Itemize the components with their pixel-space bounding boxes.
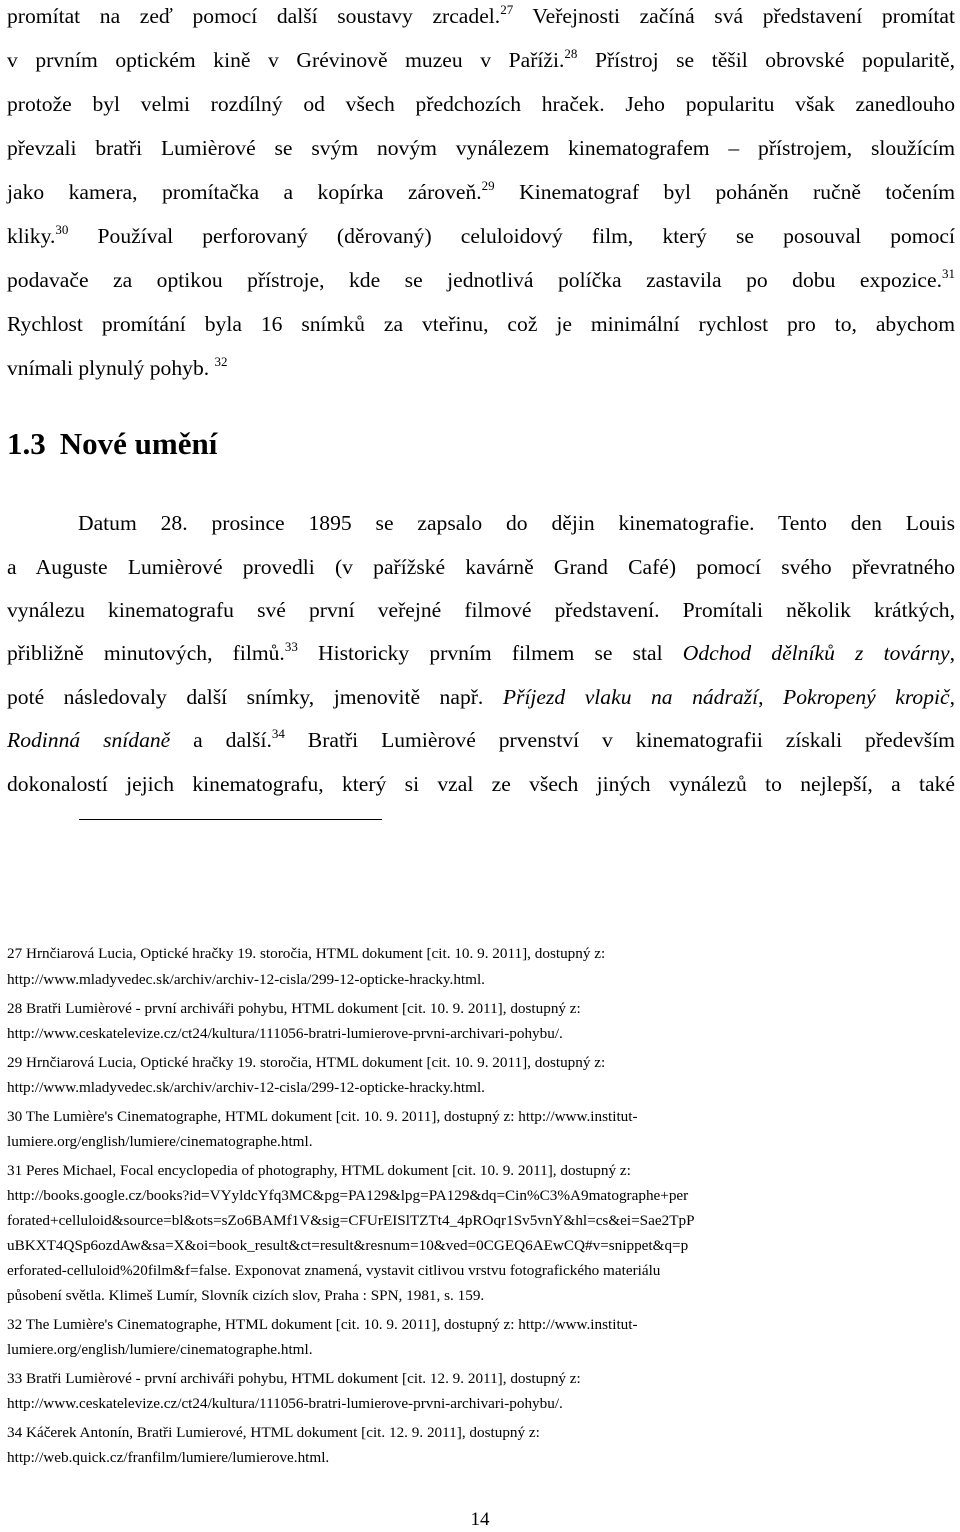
footnote-31-url[interactable]: uBKXT4QSp6ozdAw&sa=X&oi=book_result&ct=result&resnum=10&ved=0CGEQ6AEwCQ#v=snippet&q=p [7,1237,689,1254]
footnote-ref-34[interactable]: 34 [271,726,285,741]
paragraph-line: vynálezu kinematografu své první veřejné filmové představení. Promítali několik krátkých, [7,598,955,622]
footnote-ref-27[interactable]: 27 [500,2,514,17]
footnote-34-url[interactable]: http://web.quick.cz/franfilm/lumiere/lumierove.html. [7,1449,330,1466]
paragraph-line: převzali bratři Lumièrové se svým novým vynálezem kinematografem – přístrojem, sloužícím [7,136,955,160]
footnote-29-line: 29 Hrnčiarová Lucia, Optické hračky 19. storočia, HTML dokument [cit. 10. 9. 2011], dostupný z: [7,1054,606,1071]
footnote-27-line: 27 Hrnčiarová Lucia, Optické hračky 19. storočia, HTML dokument [cit. 10. 9. 2011], dostupný z: [7,945,606,962]
footnote-ref-32[interactable]: 32 [214,354,228,369]
footnote-31-line: 31 Peres Michael, Focal encyclopedia of photography, HTML dokument [cit. 10. 9. 2011], dostupný z: [7,1162,631,1179]
footnote-30-url[interactable]: lumiere.org/english/lumiere/cinematographe.html. [7,1133,313,1150]
footnote-29-url[interactable]: http://www.mladyvedec.sk/archiv/archiv-12-cisla/299-12-opticke-hracky.html. [7,1079,485,1096]
page-number: 14 [470,1509,490,1530]
footnote-31-url[interactable]: forated+celluloid&source=bl&ots=sZo6BAMf1V&sig=CFUrEISlTZTt4_4pROqr1Sv5vnY&hl=cs&ei=Sae2TpP [7,1212,695,1229]
footnote-separator [79,819,382,820]
film-title: Pokropený kropič [783,685,950,709]
footnote-33-line: 33 Bratři Lumièrové - první archiváři pohybu, HTML dokument [cit. 12. 9. 2011], dostupný z: [7,1370,581,1387]
paragraph-line: vnímali plynulý pohyb. $^{32}$ [7,354,228,380]
paragraph-line: poté následovaly další snímky, jmenovitě např. Příjezd vlaku na nádraží, Pokropený kropič, [7,685,956,709]
footnote-ref-28[interactable]: 28 [564,46,578,61]
footnote-ref-30[interactable]: 30 [55,222,69,237]
paragraph-line: dokonalostí jejich kinematografu, který si vzal ze všech jiných vynálezů to nejlepší, a také [7,772,955,796]
footnote-ref-33[interactable]: 33 [284,639,298,654]
footnote-28-url[interactable]: http://www.ceskatelevize.cz/ct24/kultura/111056-bratri-lumierove-prvni-archivari-pohybu/. [7,1025,563,1042]
paragraph-line: Datum 28. prosince 1895 se zapsalo do dějin kinematografie. Tento den Louis [78,511,955,535]
paragraph-line: podavače za optikou přístroje, kde se jednotlivá políčka zastavila po dobu expozice.$^{31}$ [7,266,955,292]
film-title: Rodinná snídaně [7,728,171,752]
paragraph-line: a Auguste Lumièrové provedli (v pařížské kavárně Grand Café) pomocí svého převratného [7,555,955,579]
footnote-31-line: erforated-celluloid%20film&f=false. Exponovat znamená, vystavit citlivou vrstvu fotografického materiálu [7,1262,661,1279]
paragraph-line: kliky.$^{30}$ Používal perforovaný (děrovaný) celuloidový film, který se posouval pomocí [7,222,955,248]
footnote-34-line: 34 Káčerek Antonín, Bratři Lumierové, HTML dokument [cit. 12. 9. 2011], dostupný z: [7,1424,540,1441]
footnote-ref-29[interactable]: 29 [481,178,495,193]
paragraph-line: v prvním optickém kině v Grévinově muzeu v Paříži.$^{28}$ Přístroj se těšil obrovské popularitě, [7,46,955,72]
footnote-33-url[interactable]: http://www.ceskatelevize.cz/ct24/kultura/111056-bratri-lumierove-prvni-archivari-pohybu/. [7,1395,563,1412]
paragraph-line: jako kamera, promítačka a kopírka zároveň.$^{29}$ Kinematograf byl poháněn ručně točením [7,178,955,204]
footnote-31-url[interactable]: http://books.google.cz/books?id=VYyldcYfq3MC&pg=PA129&lpg=PA129&dq=Cin%C3%A9matographe+per [7,1187,689,1204]
film-title: Odchod dělníků z továrny [682,641,950,665]
section-number: 1.3 [7,426,46,461]
paragraph-line: protože byl velmi rozdílný od všech předchozích hraček. Jeho popularitu však zanedlouho [7,92,955,116]
section-title: Nové umění [59,426,218,461]
footnote-32-line: 32 The Lumière's Cinematographe, HTML dokument [cit. 10. 9. 2011], dostupný z: http://www.institut- [7,1316,638,1333]
footnote-27-url[interactable]: http://www.mladyvedec.sk/archiv/archiv-12-cisla/299-12-opticke-hracky.html. [7,971,485,988]
film-title: Příjezd vlaku na nádraží [502,685,759,709]
footnote-ref-31[interactable]: 31 [942,266,955,281]
footnote-28-line: 28 Bratři Lumièrové - první archiváři pohybu, HTML dokument [cit. 10. 9. 2011], dostupný z: [7,1000,581,1017]
footnote-30-line: 30 The Lumière's Cinematographe, HTML dokument [cit. 10. 9. 2011], dostupný z: http://www.institut- [7,1108,638,1125]
paragraph-line: Rychlost promítání byla 16 snímků za vteřinu, což je minimální rychlost pro to, abychom [7,312,955,336]
paragraph-line: promítat na zeď pomocí další soustavy zrcadel.$^{27}$ Veřejnosti začíná svá představení promítat [7,2,956,28]
paragraph-line: Rodinná snídaně a další.$^{34}$ Bratři Lumièrové prvenství v kinematografii získali především [7,726,955,752]
footnote-31-line: působení světla. Klimeš Lumír, Slovník cizích slov, Praha : SPN, 1981, s. 159. [7,1287,485,1304]
paragraph-line: přibližně minutových, filmů.$^{33}$ Historicky prvním filmem se stal Odchod dělníků z továrny, [7,639,955,665]
footnote-32-url[interactable]: lumiere.org/english/lumiere/cinematographe.html. [7,1341,313,1358]
section-heading [7,424,217,464]
